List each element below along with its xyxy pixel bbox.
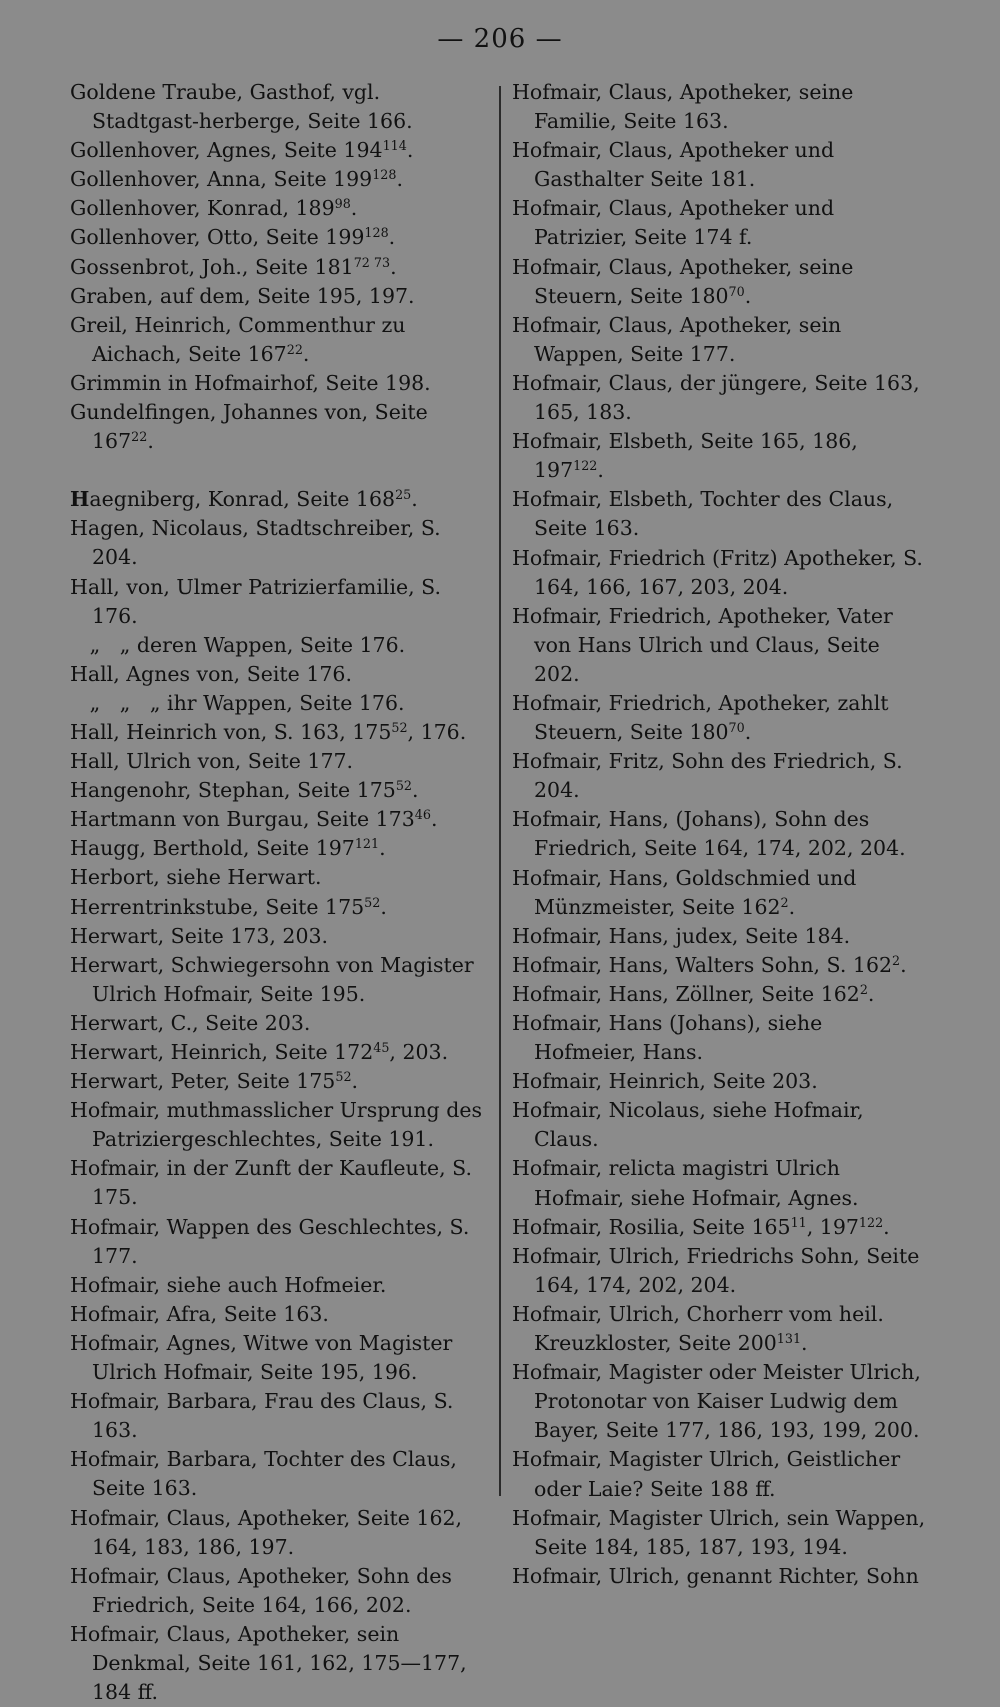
index-entry: Hofmair, Barbara, Frau des Claus, S. 163. xyxy=(70,1389,460,1443)
index-entry: Hofmair, Claus, Apotheker, Sohn des Friedrich, Seite 164, 166, 202. xyxy=(70,1563,459,1617)
index-entry: Hofmair, Magister Ulrich, Geistlicher oder Laie? Seite 188 ff. xyxy=(512,1447,907,1501)
index-entry: Hofmair, Nicolaus, siehe Hofmair, Claus. xyxy=(512,1098,871,1152)
index-entry: Hofmair, Claus, Apotheker, Seite 162, 164, 183, 186, 197. xyxy=(70,1505,469,1559)
index-column-right xyxy=(512,78,930,1591)
index-entry: Gollenhover, Otto, Seite $199^{128}$. xyxy=(70,225,396,250)
index-entry: Hofmair, Ulrich, genannt Richter, Sohn xyxy=(512,1563,919,1588)
index-entry: Hofmair, in der Zunft der Kaufleute, S. 175. xyxy=(70,1156,479,1210)
index-entry: Hartmann von Burgau, Seite $173^{46}$. xyxy=(70,807,438,832)
index-entry: Hofmair, Ulrich, Friedrichs Sohn, Seite 164, 174, 202, 204. xyxy=(512,1243,926,1297)
index-entry: Hofmair, Hans, (Johans), Sohn des Friedrich, Seite 164, 174, 202, 204. xyxy=(512,807,906,861)
index-entry: Herbort, siehe Herwart. xyxy=(70,865,322,890)
index-entry: Gollenhover, Konrad, $189^{98}$. xyxy=(70,196,358,221)
index-entry: Hofmair, Hans, Zöllner, Seite $162^2$. xyxy=(512,981,875,1006)
index-entry: Hofmair, Hans (Johans), siehe Hofmeier, Hans. xyxy=(512,1011,829,1065)
column-divider xyxy=(499,86,501,1496)
index-entry: Hall, von, Ulmer Patrizierfamilie, S. 176. xyxy=(70,574,448,628)
index-entry: Hofmair, Claus, der jüngere, Seite 163, 165, 183. xyxy=(512,370,927,425)
index-entry: Haegniberg, Konrad, Seite $168^{25}$. xyxy=(70,487,418,512)
index-entry: Hofmair, Friedrich, Apotheker, Vater von Hans Ulrich und Claus, Seite 202. xyxy=(512,603,900,686)
index-entry: Hofmair, Claus, Apotheker, sein Denkmal, Seite 161, 162, 175—177, 184 ff. xyxy=(70,1621,474,1705)
index-entry: Hofmair, Heinrich, Seite 203. xyxy=(512,1069,818,1094)
index-entry: Hofmair, Claus, Apotheker und Patrizier, Seite 174 f. xyxy=(512,196,841,250)
index-entry: „ „ „ ihr Wappen, Seite 176. xyxy=(70,690,405,715)
index-entry: Hofmair, Agnes, Witwe von Magister Ulrich Hofmair, Seite 195, 196. xyxy=(70,1330,459,1385)
index-entry: Gundelfingen, Johannes von, Seite $167^{22}$. xyxy=(70,400,435,454)
index-entry: Gollenhover, Agnes, Seite $194^{114}$. xyxy=(70,138,414,163)
index-entry: Hofmair, Elsbeth, Seite 165, 186, $197^{122}$. xyxy=(512,429,865,483)
index-entry: Hofmair, Claus, Apotheker und Gasthalter Seite 181. xyxy=(512,138,841,192)
index-entry: Hofmair, Ulrich, Chorherr vom heil. Kreuzkloster, Seite $200^{131}$. xyxy=(512,1301,891,1356)
index-entry: Hofmair, relicta magistri Ulrich Hofmair, siehe Hofmair, Agnes. xyxy=(512,1156,859,1210)
index-entry: Hofmair, Elsbeth, Tochter des Claus, Seite 163. xyxy=(512,487,900,541)
index-entry: Hofmair, Claus, Apotheker, sein Wappen, Seite 177. xyxy=(512,312,848,366)
index-entry: Hall, Ulrich von, Seite 177. xyxy=(70,749,354,774)
index-entry: Gossenbrot, Joh., Seite $181^{72 73}$. xyxy=(70,254,397,279)
index-entry: Hofmair, Fritz, Sohn des Friedrich, S. 204. xyxy=(512,749,910,803)
index-entry: Hofmair, Barbara, Tochter des Claus, Seite 163. xyxy=(70,1447,464,1501)
index-entry: Goldene Traube, Gasthof, vgl. Stadtgast-herberge, Seite 166. xyxy=(70,80,413,134)
index-entry: Greil, Heinrich, Commenthur zu Aichach, Seite $167^{22}$. xyxy=(70,312,413,366)
index-entry: Herwart, Seite 173, 203. xyxy=(70,923,329,948)
index-entry: Hofmair, Afra, Seite 163. xyxy=(70,1301,329,1326)
index-entry: Hofmair, muthmasslicher Ursprung des Patriziergeschlechtes, Seite 191. xyxy=(70,1098,489,1152)
index-entry: „ „ deren Wappen, Seite 176. xyxy=(70,632,406,657)
index-entry: Herwart, C., Seite 203. xyxy=(70,1010,311,1035)
index-entry: Hofmair, Rosilia, Seite $165^{11}$, $197^{122}$. xyxy=(512,1214,890,1239)
index-entry: Hofmair, Claus, Apotheker, seine Familie, Seite 163. xyxy=(512,80,860,134)
index-entry: Hagen, Nicolaus, Stadtschreiber, S. 204. xyxy=(70,516,448,570)
index-entry: Hofmair, Friedrich, Apotheker, zahlt Steuern, Seite $180^{70}$. xyxy=(512,690,896,745)
index-entry: Hofmair, Magister oder Meister Ulrich, Protonotar von Kaiser Ludwig dem Bayer, Seite 177, 186, 193, 199, 200. xyxy=(512,1360,928,1443)
index-entry: Hofmair, Wappen des Geschlechtes, S. 177. xyxy=(70,1214,476,1268)
index-entry: Hofmair, Friedrich (Fritz) Apotheker, S. 164, 166, 167, 203, 204. xyxy=(512,545,930,599)
index-entry: Hofmair, siehe auch Hofmeier. xyxy=(70,1272,387,1297)
index-column-left xyxy=(70,78,488,1707)
index-entry: Hofmair, Hans, Goldschmied und Münzmeister, Seite $162^2$. xyxy=(512,865,863,919)
index-entry: Herwart, Peter, Seite $175^{52}$. xyxy=(70,1069,359,1094)
index-entry: Gollenhover, Anna, Seite $199^{128}$. xyxy=(70,167,403,192)
index-entry: Hall, Heinrich von, S. 163, $175^{52}$, 176. xyxy=(70,719,467,744)
index-entry: Grimmin in Hofmairhof, Seite 198. xyxy=(70,370,431,395)
index-entry: Hofmair, Hans, judex, Seite 184. xyxy=(512,923,851,948)
index-entry: Hofmair, Claus, Apotheker, seine Steuern, Seite $180^{70}$. xyxy=(512,254,860,308)
index-entry: Herrentrinkstube, Seite $175^{52}$. xyxy=(70,894,387,919)
index-entry: Herwart, Heinrich, Seite $172^{45}$, 203. xyxy=(70,1040,449,1064)
index-entry: Herwart, Schwiegersohn von Magister Ulrich Hofmair, Seite 195. xyxy=(70,952,481,1006)
index-entry: Hangenohr, Stephan, Seite $175^{52}$. xyxy=(70,778,419,803)
section-gap xyxy=(70,456,488,485)
index-entry: Hofmair, Hans, Walters Sohn, S. $162^2$. xyxy=(512,952,907,977)
index-entry: Graben, auf dem, Seite 195, 197. xyxy=(70,283,415,308)
index-entry: Hall, Agnes von, Seite 176. xyxy=(70,661,352,686)
page-number: — 206 — xyxy=(437,24,563,54)
index-entry: Hofmair, Magister Ulrich, sein Wappen, Seite 184, 185, 187, 193, 194. xyxy=(512,1505,932,1559)
index-entry: Haugg, Berthold, Seite $197^{121}$. xyxy=(70,836,386,861)
